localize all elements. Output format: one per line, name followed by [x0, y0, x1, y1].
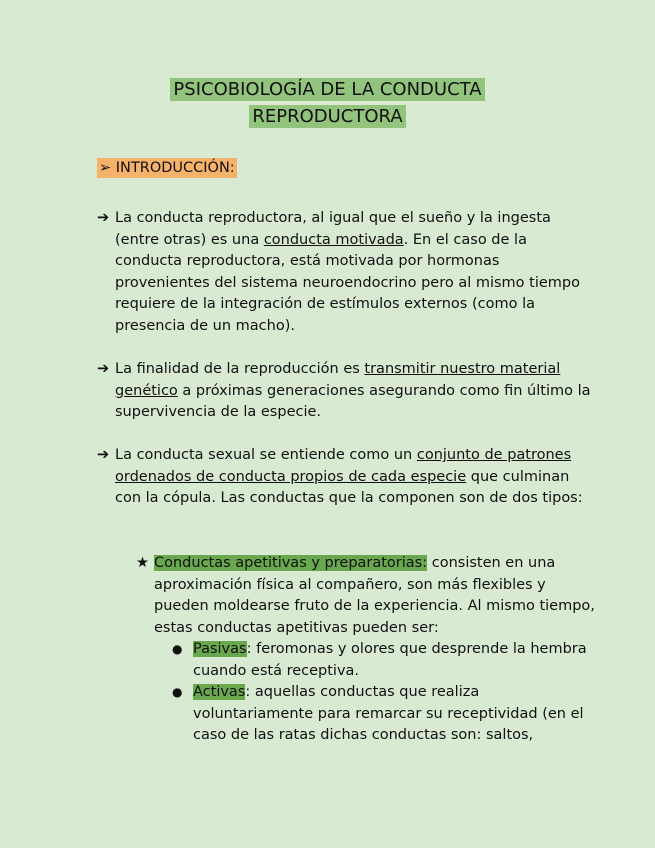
paragraph-3 — [97, 445, 592, 510]
page-title — [0, 76, 655, 130]
section-heading-highlight — [97, 158, 237, 178]
subitem-highlighted: Conductas apetitivas y preparatorias: — [154, 555, 428, 571]
bullet-dot-icon: ● — [172, 685, 183, 699]
bullet-activas — [172, 682, 592, 747]
arrow-right-icon: ➔ — [97, 447, 110, 463]
bullet-dot-icon: ● — [172, 642, 183, 656]
subitem-apetitivas — [136, 553, 596, 639]
bullet-pasivas — [172, 639, 592, 682]
paragraph-2-text-start: La finalidad de la reproducción es — [115, 361, 365, 377]
arrowhead-icon: ➢ — [99, 160, 112, 176]
bullet-pasivas-highlighted: Pasivas — [193, 641, 247, 657]
arrow-right-icon: ➔ — [97, 210, 110, 226]
paragraph-3-text-start: La conducta sexual se entiende como un — [115, 447, 417, 463]
section-heading-label: INTRODUCCIÓN: — [115, 160, 235, 176]
paragraph-1-underlined: conducta motivada — [263, 231, 404, 248]
bullet-activas-text: : aquellas conductas que realiza voluntariamente para remarcar su receptividad (en el caso de las ratas dichas conductas son: saltos, — [193, 684, 584, 744]
arrow-right-icon: ➔ — [97, 361, 110, 377]
star-icon: ★ — [136, 555, 149, 571]
paragraph-1-text-end: . En el caso de la conducta reproductora, está motivada por hormonas provenientes del sistema neuroendocrino pero al mismo tiempo requiere de la integración de estímulos externos (como la presencia de un macho). — [115, 231, 580, 334]
section-heading — [97, 158, 237, 179]
paragraph-2-underlined: transmitir nuestro material genético — [115, 361, 561, 399]
paragraph-1 — [97, 208, 592, 338]
paragraph-1-text-start: La conducta reproductora, al igual que el sueño y la ingesta (entre otras) es una — [115, 210, 551, 248]
subitem-text: consisten en una aproximación física al compañero, son más flexibles y pueden moldearse fruto de la experiencia. Al mismo tiempo, estas conductas apetitivas pueden ser: — [154, 555, 595, 636]
title-line-1: PSICOBIOLOGÍA DE LA CONDUCTA — [170, 78, 484, 101]
bullet-activas-highlighted: Activas — [193, 684, 246, 700]
bullet-pasivas-text: : feromonas y olores que desprende la hembra cuando está receptiva. — [193, 641, 587, 679]
paragraph-3-text-end: que culminan con la cópula. Las conductas que la componen son de dos tipos: — [115, 468, 583, 507]
paragraph-2-text-end: a próximas generaciones asegurando como fin último la supervivencia de la especie. — [115, 382, 591, 421]
title-line-2: REPRODUCTORA — [249, 105, 405, 128]
paragraph-3-underlined: conjunto de patrones ordenados de conducta propios de cada especie — [115, 447, 572, 485]
paragraph-2 — [97, 359, 592, 424]
